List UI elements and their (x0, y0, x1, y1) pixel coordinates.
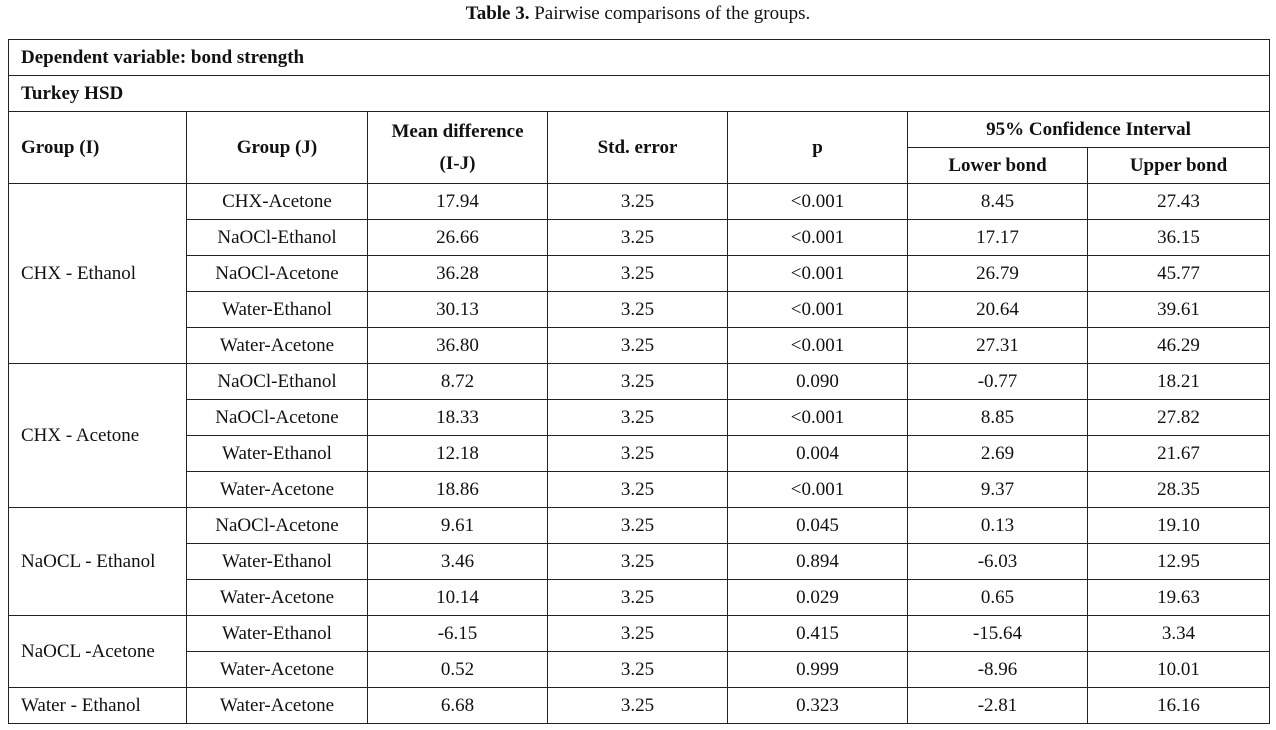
table-row (9, 652, 1270, 688)
std-error-cell: 3.25 (548, 616, 728, 652)
group-j-cell: NaOCl-Acetone (187, 508, 368, 544)
group-i-cell: NaOCL - Ethanol (9, 508, 187, 616)
upper-bond-cell: 45.77 (1088, 256, 1270, 292)
lower-bond-cell: 17.17 (908, 220, 1088, 256)
std-error-cell: 3.25 (548, 508, 728, 544)
group-j-cell: Water-Acetone (187, 472, 368, 508)
mean-difference-cell: 26.66 (368, 220, 548, 256)
mean-difference-cell: 36.80 (368, 328, 548, 364)
lower-bond-cell: 8.85 (908, 400, 1088, 436)
group-i-cell: NaOCL -Acetone (9, 616, 187, 688)
p-value-cell: <0.001 (728, 256, 908, 292)
group-i-cell: CHX - Ethanol (9, 184, 187, 364)
p-value-cell: <0.001 (728, 328, 908, 364)
p-value-cell: 0.999 (728, 652, 908, 688)
upper-bond-cell: 27.82 (1088, 400, 1270, 436)
table-body (9, 184, 1270, 724)
lower-bond-cell: 26.79 (908, 256, 1088, 292)
table-row (9, 436, 1270, 472)
mean-difference-cell: 12.18 (368, 436, 548, 472)
lower-bond-cell: 20.64 (908, 292, 1088, 328)
upper-bond-cell: 18.21 (1088, 364, 1270, 400)
mean-difference-cell: 10.14 (368, 580, 548, 616)
header-group-i: Group (I) (9, 112, 187, 184)
mean-difference-cell: 0.52 (368, 652, 548, 688)
group-j-cell: Water-Ethanol (187, 616, 368, 652)
caption-text: Pairwise comparisons of the groups. (529, 3, 811, 24)
table-row (9, 580, 1270, 616)
lower-bond-cell: -15.64 (908, 616, 1088, 652)
group-j-cell: Water-Acetone (187, 688, 368, 724)
group-j-cell: NaOCl-Ethanol (187, 364, 368, 400)
lower-bond-cell: 0.13 (908, 508, 1088, 544)
table-row (9, 400, 1270, 436)
header-p: p (728, 112, 908, 184)
std-error-cell: 3.25 (548, 400, 728, 436)
mean-difference-cell: 9.61 (368, 508, 548, 544)
table-row (9, 184, 1270, 220)
mean-difference-cell: 8.72 (368, 364, 548, 400)
lower-bond-cell: -0.77 (908, 364, 1088, 400)
header-upper-bond: Upper bond (1088, 148, 1270, 184)
p-value-cell: <0.001 (728, 220, 908, 256)
upper-bond-cell: 19.10 (1088, 508, 1270, 544)
pairwise-comparisons-table (8, 39, 1270, 724)
mean-difference-cell: 36.28 (368, 256, 548, 292)
table-row (9, 616, 1270, 652)
group-j-cell: Water-Acetone (187, 652, 368, 688)
mean-difference-cell: 17.94 (368, 184, 548, 220)
p-value-cell: <0.001 (728, 472, 908, 508)
group-j-cell: CHX-Acetone (187, 184, 368, 220)
std-error-cell: 3.25 (548, 472, 728, 508)
header-group-j: Group (J) (187, 112, 368, 184)
lower-bond-cell: 8.45 (908, 184, 1088, 220)
p-value-cell: 0.894 (728, 544, 908, 580)
header-mean-difference-line1: Mean difference (391, 120, 524, 142)
std-error-cell: 3.25 (548, 652, 728, 688)
lower-bond-cell: -2.81 (908, 688, 1088, 724)
table-caption (0, 2, 1276, 26)
std-error-cell: 3.25 (548, 328, 728, 364)
upper-bond-cell: 12.95 (1088, 544, 1270, 580)
table-row (9, 292, 1270, 328)
upper-bond-cell: 3.34 (1088, 616, 1270, 652)
group-j-cell: Water-Ethanol (187, 292, 368, 328)
mean-difference-cell: 3.46 (368, 544, 548, 580)
p-value-cell: <0.001 (728, 400, 908, 436)
group-j-cell: NaOCl-Acetone (187, 256, 368, 292)
std-error-cell: 3.25 (548, 688, 728, 724)
mean-difference-cell: 18.33 (368, 400, 548, 436)
upper-bond-cell: 10.01 (1088, 652, 1270, 688)
header-confidence-interval: 95% Confidence Interval (908, 112, 1270, 148)
mean-difference-cell: 6.68 (368, 688, 548, 724)
lower-bond-cell: 2.69 (908, 436, 1088, 472)
upper-bond-cell: 19.63 (1088, 580, 1270, 616)
p-value-cell: 0.045 (728, 508, 908, 544)
group-j-cell: Water-Acetone (187, 580, 368, 616)
upper-bond-cell: 39.61 (1088, 292, 1270, 328)
method-row: Turkey HSD (9, 76, 1270, 112)
std-error-cell: 3.25 (548, 544, 728, 580)
std-error-cell: 3.25 (548, 220, 728, 256)
table-row (9, 220, 1270, 256)
p-value-cell: 0.090 (728, 364, 908, 400)
lower-bond-cell: -8.96 (908, 652, 1088, 688)
header-mean-difference (368, 112, 548, 184)
lower-bond-cell: 9.37 (908, 472, 1088, 508)
group-j-cell: Water-Ethanol (187, 436, 368, 472)
group-j-cell: NaOCl-Ethanol (187, 220, 368, 256)
upper-bond-cell: 28.35 (1088, 472, 1270, 508)
std-error-cell: 3.25 (548, 292, 728, 328)
lower-bond-cell: 0.65 (908, 580, 1088, 616)
group-j-cell: NaOCl-Acetone (187, 400, 368, 436)
mean-difference-cell: -6.15 (368, 616, 548, 652)
mean-difference-cell: 30.13 (368, 292, 548, 328)
std-error-cell: 3.25 (548, 364, 728, 400)
group-i-cell: Water - Ethanol (9, 688, 187, 724)
dependent-variable-row: Dependent variable: bond strength (9, 40, 1270, 76)
p-value-cell: 0.415 (728, 616, 908, 652)
table-row (9, 688, 1270, 724)
p-value-cell: <0.001 (728, 292, 908, 328)
table-row (9, 544, 1270, 580)
caption-label: Table 3. (465, 3, 530, 24)
lower-bond-cell: 27.31 (908, 328, 1088, 364)
lower-bond-cell: -6.03 (908, 544, 1088, 580)
header-lower-bond: Lower bond (908, 148, 1088, 184)
upper-bond-cell: 36.15 (1088, 220, 1270, 256)
p-value-cell: <0.001 (728, 184, 908, 220)
upper-bond-cell: 27.43 (1088, 184, 1270, 220)
header-mean-difference-line2: (I-J) (439, 152, 476, 174)
group-i-cell: CHX - Acetone (9, 364, 187, 508)
upper-bond-cell: 46.29 (1088, 328, 1270, 364)
upper-bond-cell: 16.16 (1088, 688, 1270, 724)
table-row (9, 328, 1270, 364)
upper-bond-cell: 21.67 (1088, 436, 1270, 472)
p-value-cell: 0.029 (728, 580, 908, 616)
table-row (9, 472, 1270, 508)
std-error-cell: 3.25 (548, 436, 728, 472)
header-std-error: Std. error (548, 112, 728, 184)
std-error-cell: 3.25 (548, 184, 728, 220)
mean-difference-cell: 18.86 (368, 472, 548, 508)
std-error-cell: 3.25 (548, 580, 728, 616)
std-error-cell: 3.25 (548, 256, 728, 292)
table-row (9, 364, 1270, 400)
group-j-cell: Water-Acetone (187, 328, 368, 364)
table-row (9, 256, 1270, 292)
p-value-cell: 0.004 (728, 436, 908, 472)
group-j-cell: Water-Ethanol (187, 544, 368, 580)
table-row (9, 508, 1270, 544)
p-value-cell: 0.323 (728, 688, 908, 724)
